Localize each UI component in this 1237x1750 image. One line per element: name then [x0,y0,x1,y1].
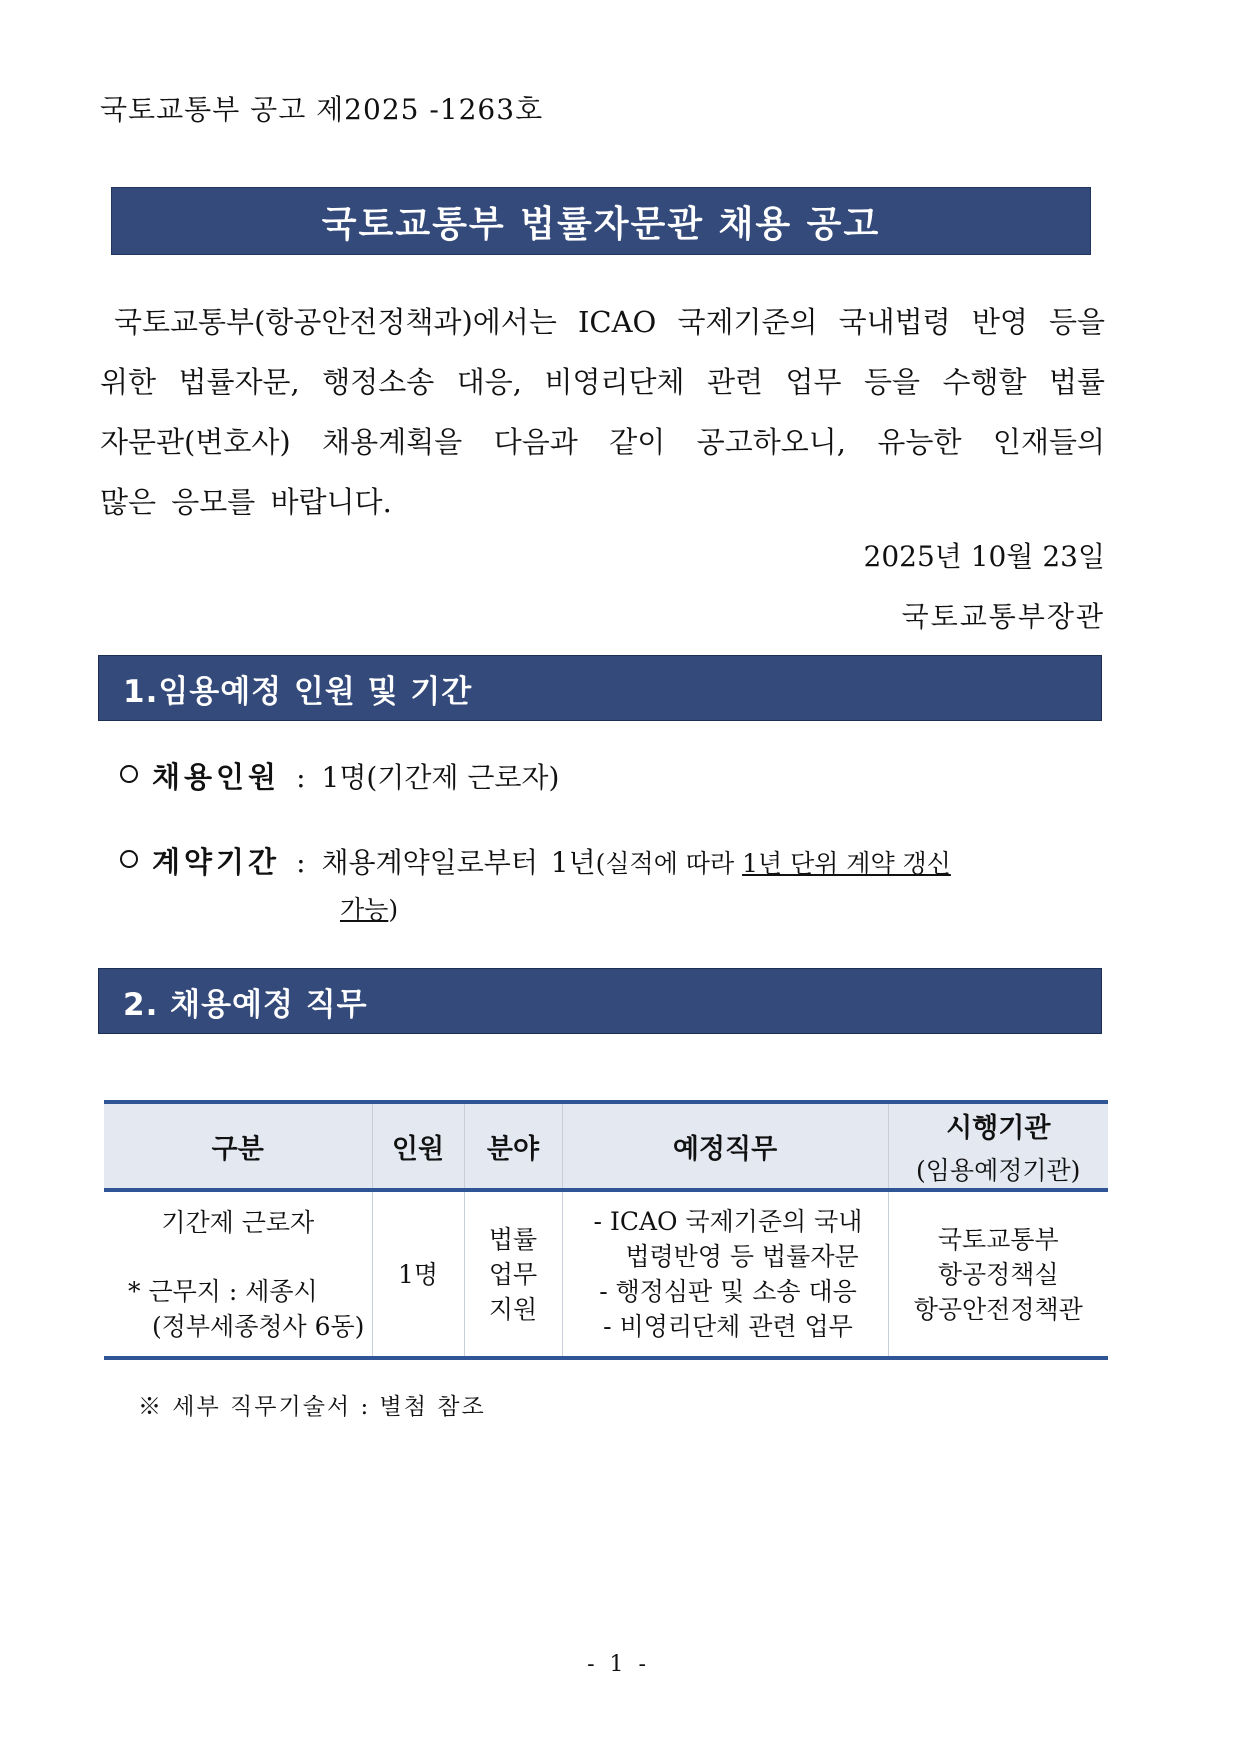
intro-line: 많은 응모를 바랍니다. [100,485,392,519]
period-close: ) [388,895,399,924]
header-headcount: 인원 [372,1102,464,1190]
header-agency [888,1102,1108,1190]
period-paren: (실적에 따라 [595,849,743,878]
duty-table [104,1100,1108,1360]
header-duties: 예정직무 [562,1102,888,1190]
header-division: 구분 [104,1102,372,1190]
period-label: 계약기간 [152,845,281,879]
field-line: 지원 [488,1294,538,1324]
cell-duties [562,1190,888,1358]
cell-agency [888,1190,1108,1358]
circle-bullet-icon [120,850,138,868]
headcount-item: 채용인원 : 1명(기간제 근로자) [120,755,559,796]
cell-field [464,1190,562,1358]
header-agency-main: 시행기관 [946,1112,1051,1144]
section-2-heading: 2. 채용예정 직무 [98,968,1102,1034]
table-row [104,1190,1108,1358]
period-renewal-cont: 가능 [340,895,389,924]
field-line: 업무 [488,1259,538,1289]
agency-line: 국토교통부 [937,1224,1059,1254]
period-value: 채용계약일로부터 1년 [321,846,596,879]
reference-note: ※ 세부 직무기술서 : 별첨 참조 [138,1394,486,1420]
issuer: 국토교통부장관 [901,600,1105,633]
duty-item-cont: 법령반영 등 법률자문 [625,1242,859,1271]
intro-line: 국토교통부(항공안전정책과)에서는 ICAO 국제기준의 국내법령 반영 등을 [114,305,1105,339]
duty-item: - ICAO 국제기준의 국내 [593,1207,863,1236]
duty-item: - 행정심판 및 소송 대응 [599,1277,857,1306]
circle-bullet-icon [120,765,138,783]
contract-period-continuation [340,890,398,926]
field-line: 법률 [488,1224,538,1254]
intro-line: 자문관(변호사) 채용계획을 다음과 같이 공고하오니, 유능한 인재들의 [100,425,1105,459]
headcount-label: 채용인원 [152,760,281,794]
cell-division [104,1190,372,1358]
header-agency-sub: (임용예정기관) [916,1155,1081,1185]
workplace-line: * 근무지 : 세종시 [128,1276,318,1306]
workplace-line: (정부세종청사 6동) [152,1311,365,1341]
headcount-value: 1명(기간제 근로자) [321,761,560,794]
division-main: 기간제 근로자 [161,1207,315,1237]
agency-line: 항공정책실 [937,1259,1059,1289]
intro-paragraph [100,292,1105,532]
header-field: 분야 [464,1102,562,1190]
notice-number: 국토교통부 공고 제2025 -1263호 [100,93,544,126]
agency-line: 항공안전정책관 [913,1294,1083,1324]
duty-item: - 비영리단체 관련 업무 [603,1312,853,1341]
table-header-row [104,1102,1108,1190]
division-workplace [110,1274,366,1344]
page-title: 국토교통부 법률자문관 채용 공고 [111,187,1091,255]
page-number: - 1 - [587,1652,650,1677]
contract-period-item: 계약기간 : 채용계약일로부터 1년(실적에 따라 1년 단위 계약 갱신 [120,840,951,881]
intro-line: 위한 법률자문, 행정소송 대응, 비영리단체 관련 업무 등을 수행할 법률 [100,365,1105,399]
cell-headcount: 1명 [372,1190,464,1358]
announcement-date: 2025년 10월 23일 [863,540,1105,573]
section-1-heading: 1.임용예정 인원 및 기간 [98,655,1102,721]
period-renewal: 1년 단위 계약 갱신 [742,849,951,878]
